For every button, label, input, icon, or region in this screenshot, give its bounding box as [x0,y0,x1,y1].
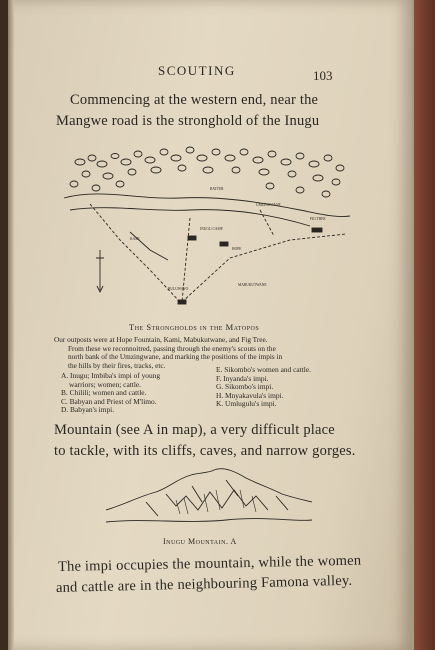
legend-item: K. Umlugulu's impi. [216,399,277,409]
legend-item: warriors; women; cattle. [69,379,142,389]
road-line [90,204,180,302]
map-label: BULUWAYO [168,287,189,291]
map-legend-left [61,372,160,415]
legend-item: A. Inugu; Imbiba's impi of young [61,371,161,380]
inugu-mountain-illustration [106,466,312,534]
camp-marker [312,228,322,232]
map-note-line: From these we reconnoitred, passing through the enemy's scouts on the [68,343,276,353]
legend-item: C. Babyan and Priest of M'limo. [61,396,157,406]
map-note-line: north bank of the Umzingwane, and marking the positions of the impis in [68,352,283,362]
paragraph-2-line-1: Mountain (see A in map), a very difficult place [54,422,335,438]
legend-item: H. Mnyakavula's impi. [216,390,284,400]
page-gutter [8,0,14,650]
mountain-outline [106,469,312,510]
paragraph-3-line-1: The impi occupies the mountain, while the women [57,552,362,575]
map-label: UMZINGWANE [256,203,281,207]
legend-item: E. Sikombo's women and cattle. [216,365,311,374]
book-page [8,0,414,650]
matopos-map-illustration [60,140,352,318]
north-arrow [96,250,104,292]
ground-line [106,519,312,522]
mountain-ridge [146,480,288,516]
hills-cluster [70,147,344,197]
camp-marker [188,236,196,240]
camp-marker [178,300,186,304]
legend-item: G. Sikombo's impi. [216,382,274,392]
river-line [64,194,350,217]
paragraph-1-line-2: Mangwe road is the stronghold of the Inugu [56,113,320,129]
road-line [260,210,274,236]
paragraph-1-line-1: Commencing at the western end, near the [70,92,319,108]
road-line [182,234,346,302]
map-note-line: Our outposts were at Hope Fountain, Kami, Mabukutwane, and Fig Tree. [54,335,268,344]
map-label: HOPE [232,247,242,251]
map-label: MABUKUTWANE [238,283,267,287]
legend-item: B. Chilili; women and cattle. [61,388,147,398]
map-legend-right [216,366,311,409]
map-label: FIG TREE [310,217,326,221]
legend-item: F. Inyanda's impi. [216,373,269,383]
paragraph-3-line-2: and cattle are in the neighbouring Famona valley. [55,572,353,596]
map-note-line: the hills by their fires, tracks, etc. [68,360,166,370]
camp-marker [220,242,228,246]
running-head: SCOUTING [158,63,236,78]
map-label: KAMI [130,237,140,241]
page-number: 103 [313,68,333,83]
paragraph-2-line-2: to tackle, with its cliffs, caves, and narrow gorges. [54,443,356,459]
map-label: INUGU CAMP [200,227,223,231]
map-caption: The Strongholds in the Matopos [129,322,260,332]
mountain-caption: Inugu Mountain. A [163,537,237,546]
hatching [176,490,256,514]
map-label: RATTER [210,187,224,191]
legend-item: D. Babyan's impi. [61,405,115,415]
